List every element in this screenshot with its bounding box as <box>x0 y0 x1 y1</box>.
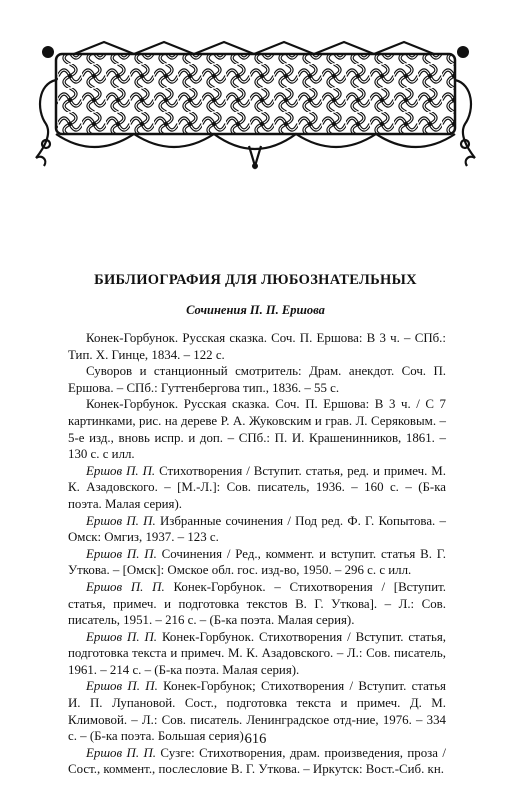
section-subtitle: Сочинения П. П. Ершова <box>186 303 325 317</box>
entry-text: Конек-Горбунок. – Стихотворения / [Вступит. статья, примеч. и подготовка текстов В. Г. Уткова]. – Л.: Сов. писатель, 1951. – 216 с. – (Б-ка поэта. Малая серия). <box>68 579 446 628</box>
entry-text: Конек-Горбунок. Стихотворения / Вступит. статья, подготовка текста и примеч. М. К. Азадовского. – Л.: Сов. писатель, 1961. – 214 с. – (Б-ка поэта. Малая серия). <box>68 629 446 677</box>
entry-author: Ершов П. П. <box>86 513 156 528</box>
bibliography-entry <box>68 579 446 629</box>
bibliography-entry <box>68 745 446 778</box>
entry-author: Ершов П. П. <box>86 629 158 644</box>
bibliography-entry <box>68 629 446 679</box>
bibliography-entry <box>68 396 446 462</box>
entry-text: Сочинения / Ред., коммент. и вступит. статья В. Г. Уткова. – [Омск]: Омское обл. гос. изд-во, 1950. – 296 с. с илл. <box>68 546 446 578</box>
bibliography-entry <box>68 513 446 546</box>
bibliography-entry <box>68 546 446 579</box>
bibliography-entry <box>68 363 446 396</box>
entry-author: Ершов П. П. <box>86 546 157 561</box>
entry-text: Конек-Горбунок. Русская сказка. Соч. П. Ершова: В 3 ч. / С 7 картинками, рис. на дереве Р. А. Жуковским и грав. Л. Серяковым. – 5-е изд., вновь испр. и доп. – СПб.: П. И. Крашенинников, 1861. – 130 с. с илл. <box>68 397 446 462</box>
celtic-knot-ornament <box>34 40 477 170</box>
entry-text: Конек-Горбунок. Русская сказка. Соч. П. Ершова: В 3 ч. – СПб.: Тип. Х. Гинце, 1834. – 122 с. <box>68 331 446 362</box>
entry-author: Ершов П. П. <box>86 745 156 760</box>
bibliography-entry <box>68 463 446 513</box>
entry-text: Сузге: Стихотворения, драм. произведения, проза / Сост., коммент., послесловие В. Г. Уткова. – Иркутск: Вост.-Сиб. кн. <box>68 745 446 777</box>
bibliography-entry <box>68 330 446 363</box>
entry-text: Суворов и станционный смотритель: Драм. анекдот. Соч. П. Ершова. – СПб.: Гуттенбергова тип., 1836. – 55 с. <box>68 364 446 395</box>
bibliography-list <box>68 330 446 778</box>
bibliography-title: БИБЛИОГРАФИЯ ДЛЯ ЛЮБОЗНАТЕЛЬНЫХ <box>94 272 417 288</box>
entry-author: Ершов П. П. <box>86 463 156 478</box>
entry-text: Конек-Горбунок; Стихотворения / Вступит. статья И. П. Лупановой. Сост., подготовка текста и примеч. Д. М. Климовой. – Л.: Сов. писатель. Ленинградское отд-ние, 1976. – 334 с. – (Б-ка поэта. Большая серия). <box>68 679 446 744</box>
entry-text: Стихотворения / Вступит. статья, ред. и примеч. М. К. Азадовского. – [М.-Л.]: Сов. писатель, 1936. – 160 с. – (Б-ка поэта. Малая серия). <box>68 463 446 511</box>
entry-text: Избранные сочинения / Под ред. Ф. Г. Копытова. – Омск: Омгиз, 1937. – 123 с. <box>68 513 446 545</box>
entry-author: Ершов П. П. <box>86 679 158 694</box>
entry-author: Ершов П. П. <box>86 579 165 594</box>
page-number: 616 <box>244 731 267 747</box>
